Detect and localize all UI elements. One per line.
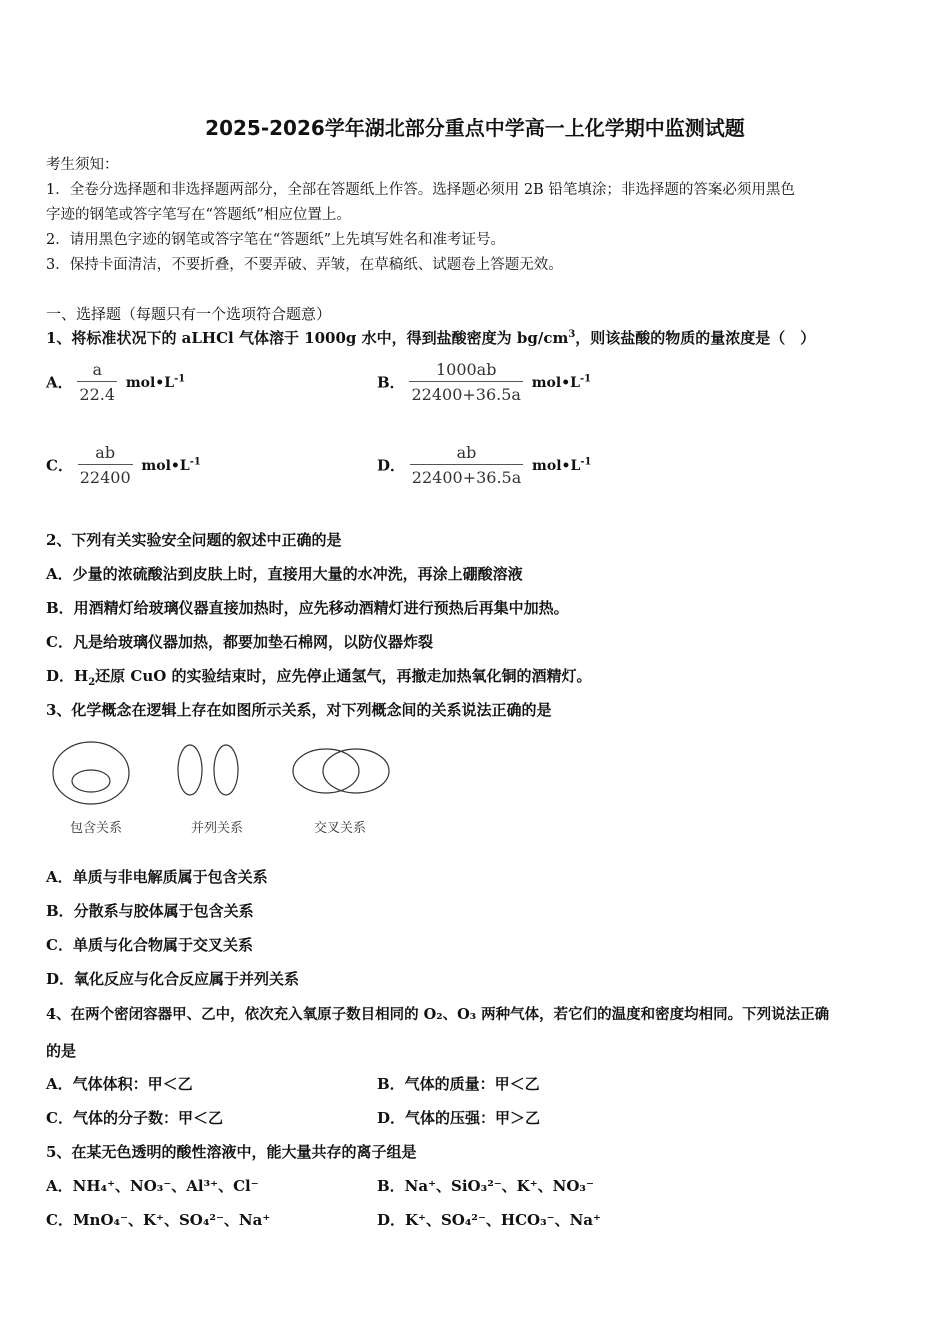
section-heading: 一、选择题（每题只有一个选项符合题意） <box>46 305 332 323</box>
question-5-option-a: A．NH₄⁺、NO₃⁻、Al³⁺、Cl⁻ <box>46 1177 259 1195</box>
containment-inner-ellipse <box>72 770 110 792</box>
question-3-stem: 3、化学概念在逻辑上存在如图所示关系，对下列概念间的关系说法正确的是 <box>46 701 552 719</box>
fraction: $\frac{1000ab}{22400+36.5a}$ <box>411 360 521 404</box>
question-4-option-d: D．气体的压强：甲＞乙 <box>377 1109 541 1127</box>
notice-item-1-line-1: 1．全卷分选择题和非选择题两部分，全部在答题纸上作答。选择题必须用 2B 铅笔填涂；非选择题的答案必须用黑色 <box>46 182 795 198</box>
question-2-option-a: A．少量的浓硫酸沾到皮肤上时，直接用大量的水冲洗，再涂上硼酸溶液 <box>46 565 523 583</box>
question-5-stem: 5、在某无色透明的酸性溶液中，能大量共存的离子组是 <box>46 1143 417 1161</box>
intersect-right-ellipse <box>323 749 389 793</box>
question-4-option-a: A．气体体积：甲＜乙 <box>46 1075 193 1093</box>
diagram-label-intersect: 交叉关系 <box>313 821 367 836</box>
question-4-option-b: B．气体的质量：甲＜乙 <box>377 1075 540 1093</box>
notice-item-2: 2．请用黑色字迹的钢笔或答字笔在“答题纸”上先填写姓名和准考证号。 <box>46 232 506 248</box>
fraction: $\frac{ab}{22400+36.5a}$ <box>411 443 522 487</box>
question-3-option-c: C．单质与化合物属于交叉关系 <box>46 936 253 954</box>
question-2-option-d: D．$H_2$还原 CuO 的实验结束时，应先停止通氢气，再撤走加热氧化铜的酒精灯。 <box>46 667 592 688</box>
question-4-stem-line-2: 的是 <box>46 1042 77 1060</box>
intersect-left-ellipse <box>293 749 359 793</box>
question-1-stem: 1、将标准状况下的 aLHCl 气体溶于 1000g 水中，得到盐酸密度为 $bg/cm^3$，则该盐酸的物质的量浓度是（ ） <box>46 329 816 347</box>
question-3-option-d: D．氧化反应与化合反应属于并列关系 <box>46 970 300 988</box>
question-1-option-b: B． $\frac{1000ab}{22400+36.5a}$ $mol•L^{-1}$ <box>377 360 592 404</box>
parallel-right-ellipse <box>214 745 238 795</box>
question-5-option-b: B．Na⁺、SiO₃²⁻、K⁺、NO₃⁻ <box>377 1177 594 1195</box>
parallel-left-ellipse <box>178 745 202 795</box>
fraction: $\frac{a}{22.4}$ <box>79 360 116 404</box>
fraction: $\frac{ab}{22400}$ <box>79 443 131 487</box>
diagram-label-containment: 包含关系 <box>69 821 123 836</box>
notice-item-1-line-2: 字迹的钢笔或答字笔写在“答题纸”相应位置上。 <box>46 207 351 223</box>
concept-relation-diagram <box>46 736 406 836</box>
question-5-option-c: C．MnO₄⁻、K⁺、SO₄²⁻、Na⁺ <box>46 1211 271 1229</box>
question-4-stem-line-1: 4、在两个密闭容器甲、乙中，依次充入氧原子数目相同的 O₂、O₃ 两种气体，若它们的温度和密度均相同。下列说法正确 <box>46 1006 830 1023</box>
question-3-option-b: B．分散系与胶体属于包含关系 <box>46 902 254 920</box>
question-1-option-a: A． $\frac{a}{22.4}$ $mol•L^{-1}$ <box>46 360 186 404</box>
notice-heading: 考生须知： <box>46 157 119 173</box>
question-2-stem: 2、下列有关实验安全问题的叙述中正确的是 <box>46 531 342 549</box>
question-3-option-a: A．单质与非电解质属于包含关系 <box>46 868 268 886</box>
question-1-option-c: C． $\frac{ab}{22400}$ $mol•L^{-1}$ <box>46 443 201 487</box>
containment-outer-ellipse <box>53 742 129 804</box>
page-title: 2025-2026学年湖北部分重点中学高一上化学期中监测试题 <box>205 116 745 140</box>
question-2-option-c: C．凡是给玻璃仪器加热，都要加垫石棉网，以防仪器炸裂 <box>46 633 433 651</box>
diagram-label-parallel: 并列关系 <box>190 821 244 836</box>
notice-item-3: 3．保持卡面清洁，不要折叠，不要弄破、弄皱，在草稿纸、试题卷上答题无效。 <box>46 257 563 273</box>
question-1-option-d: D． $\frac{ab}{22400+36.5a}$ $mol•L^{-1}$ <box>377 443 592 487</box>
question-2-option-b: B．用酒精灯给玻璃仪器直接加热时，应先移动酒精灯进行预热后再集中加热。 <box>46 599 569 617</box>
question-4-option-c: C．气体的分子数：甲＜乙 <box>46 1109 223 1127</box>
question-5-option-d: D．K⁺、SO₄²⁻、HCO₃⁻、Na⁺ <box>377 1211 601 1229</box>
